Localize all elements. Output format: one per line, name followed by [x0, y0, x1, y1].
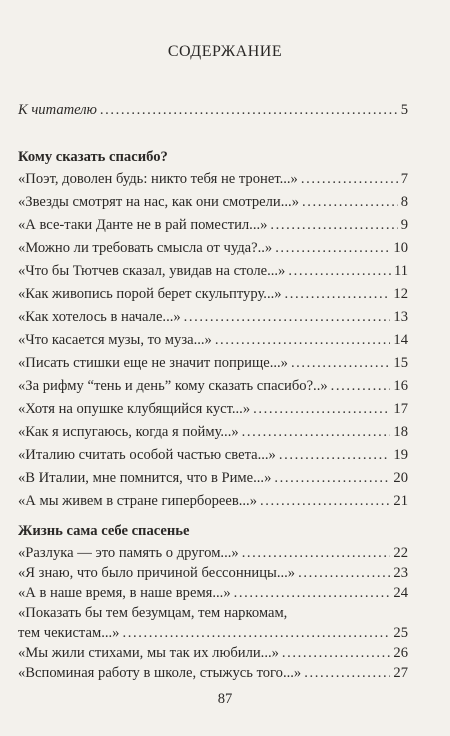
toc-entry-title-line1: «Показать бы тем безумцам, тем наркомам, [18, 605, 288, 621]
toc-entry-title: «А в наше время, в наше время...» [18, 585, 231, 601]
dot-leader [298, 564, 390, 582]
toc-entry [18, 170, 408, 188]
toc-entry-page: 26 [393, 645, 408, 661]
toc-entry-page: 19 [393, 447, 408, 463]
dot-leader [291, 354, 390, 372]
toc-entry-title: «Разлука — это память о другом...» [18, 545, 239, 561]
toc-entry [18, 239, 408, 257]
dot-leader [304, 664, 390, 682]
toc-entry-page: 9 [400, 217, 408, 233]
toc-entry [18, 492, 408, 510]
toc-entry-title: «Я знаю, что было причиной бессонницы...» [18, 565, 296, 581]
page-title: СОДЕРЖАНИЕ [167, 43, 283, 60]
dot-leader [285, 285, 391, 303]
dot-leader [275, 239, 390, 257]
toc-entry-page: 20 [393, 470, 408, 486]
dot-leader [331, 377, 391, 395]
toc-entry [18, 584, 408, 602]
toc-entry-page: 14 [393, 332, 408, 348]
dot-leader [184, 308, 391, 326]
toc-entry [18, 285, 408, 303]
dot-leader [242, 423, 391, 441]
toc-entry [18, 308, 408, 326]
toc-entry-page: 11 [393, 263, 408, 279]
toc-entry-page: 13 [393, 309, 408, 325]
section-heading-2: Жизнь сама себе спасенье [18, 523, 190, 539]
toc-entry [18, 354, 408, 372]
dot-leader [282, 644, 390, 662]
toc-entry-page: 24 [393, 585, 408, 601]
dot-leader [242, 544, 391, 562]
toc-entry-title: «Как я испугаюсь, когда я пойму...» [18, 424, 239, 440]
toc-entry [18, 193, 408, 211]
dot-leader [288, 262, 391, 280]
toc-entry [18, 216, 408, 234]
toc-entry-page: 23 [393, 565, 408, 581]
toc-entry-title: «А все-таки Данте не в рай поместил...» [18, 217, 268, 233]
dot-leader [234, 584, 391, 602]
toc-entry-page: 7 [400, 171, 408, 187]
toc-entry-page: 10 [393, 240, 408, 256]
dot-leader [279, 446, 391, 464]
toc-entry-title: «Хотя на опушке клубящийся куст...» [18, 401, 251, 417]
toc-entry [18, 400, 408, 418]
toc-entry-page: 15 [393, 355, 408, 371]
toc-entry-title: «Поэт, доволен будь: никто тебя не тронет...» [18, 171, 298, 187]
toc-entry-title: «Как хотелось в начале...» [18, 309, 181, 325]
toc-entry-title: «А мы живем в стране гипербореев...» [18, 493, 258, 509]
toc-entry [18, 469, 408, 487]
toc-entry [18, 644, 408, 662]
toc-entry-title: «За рифму “тень и день” кому сказать спасибо?..» [18, 378, 328, 394]
toc-entry [18, 423, 408, 441]
toc-entry-title: К читателю [18, 102, 97, 118]
toc-entry-page: 18 [393, 424, 408, 440]
toc-entry [18, 624, 408, 642]
toc-entry [18, 544, 408, 562]
toc-entry-title: «Вспоминая работу в школе, стыжусь того...» [18, 665, 302, 681]
toc-entry-title: тем чекистам...» [18, 625, 120, 641]
dot-leader [274, 469, 390, 487]
toc-entry-page: 27 [393, 665, 408, 681]
section-heading-1: Кому сказать спасибо? [18, 149, 168, 165]
page-number: 87 [217, 691, 233, 707]
toc-entry-page: 17 [393, 401, 408, 417]
toc-entry [18, 664, 408, 682]
toc-entry-page: 21 [393, 493, 408, 509]
toc-entry-page: 5 [400, 102, 408, 118]
dot-leader [260, 492, 390, 510]
toc-entry-title: «Мы жили стихами, мы так их любили...» [18, 645, 279, 661]
dot-leader [100, 101, 398, 119]
dot-leader [301, 170, 398, 188]
toc-entry [18, 331, 408, 349]
toc-entry-title: «В Италии, мне помнится, что в Риме...» [18, 470, 272, 486]
toc-entry-title: «Писать стишки еще не значит поприще...» [18, 355, 288, 371]
toc-entry [18, 564, 408, 582]
dot-leader [215, 331, 391, 349]
toc-entry-title: «Италию считать особой частью света...» [18, 447, 276, 463]
toc-entry-page: 25 [393, 625, 408, 641]
toc-entry [18, 446, 408, 464]
toc-entry-title: «Что касается музы, то муза...» [18, 332, 212, 348]
dot-leader [122, 624, 390, 642]
toc-entry-title: «Звезды смотрят на нас, как они смотрели...» [18, 194, 299, 210]
toc-entry-title: «Можно ли требовать смысла от чуда?..» [18, 240, 273, 256]
toc-entry-title: «Как живопись порой берет скульптуру...» [18, 286, 282, 302]
dot-leader [253, 400, 390, 418]
toc-entry-intro [18, 101, 408, 119]
toc-entry-page: 12 [393, 286, 408, 302]
toc-entry [18, 262, 408, 280]
toc-entry-page: 8 [400, 194, 408, 210]
toc-entry-title: «Что бы Тютчев сказал, увидав на столе...» [18, 263, 286, 279]
dot-leader [302, 193, 398, 211]
toc-entry-page: 16 [393, 378, 408, 394]
toc-entry-page: 22 [393, 545, 408, 561]
toc-entry [18, 377, 408, 395]
dot-leader [270, 216, 397, 234]
